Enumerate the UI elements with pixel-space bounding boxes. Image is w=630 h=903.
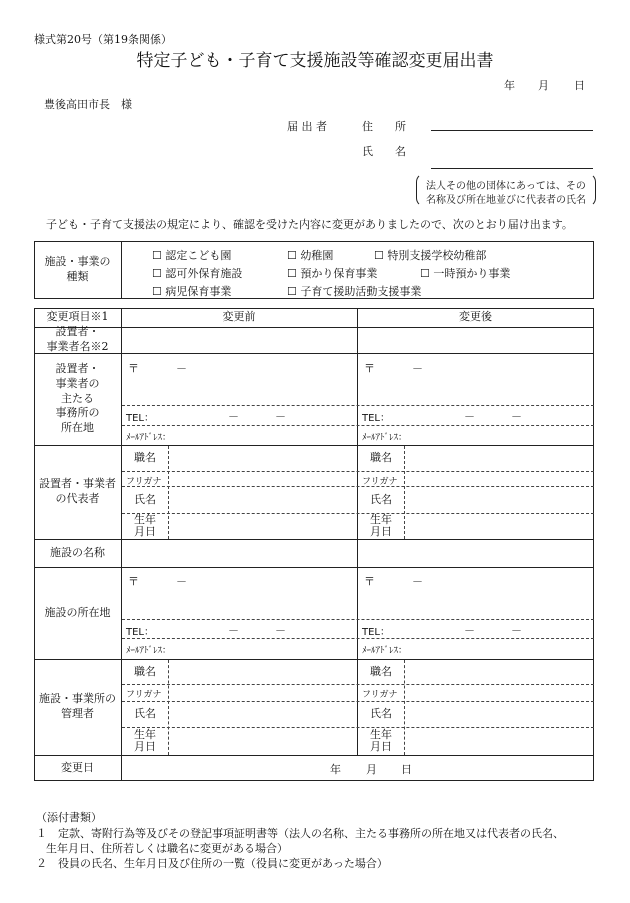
name-field[interactable] <box>431 168 593 169</box>
row-manager: 施設・事業所の 管理者 <box>39 692 116 720</box>
tel-label-1b: TEL： <box>126 413 154 424</box>
date-month: 月 <box>538 79 549 92</box>
checkbox-icon[interactable]: ☐ <box>420 267 430 280</box>
mgr-birth-before: 生年 月日 <box>134 727 156 753</box>
opt-label: 病児保育事業 <box>165 285 232 298</box>
page-title: 特定子ども・子育て支援施設等確認変更届出書 <box>136 51 494 71</box>
mgr-birth-after: 生年 月日 <box>370 727 392 753</box>
address-label: 住 所 <box>362 120 406 133</box>
postal-mark-2b: 〒 <box>128 575 139 588</box>
row-office-address: 設置者・ 事業者の 主たる 事務所の 所在地 <box>55 361 100 435</box>
facility-name-before-field[interactable] <box>122 540 356 566</box>
rep-furigana-after: フリガナ <box>362 477 398 487</box>
opt-ninkagai[interactable] <box>152 265 242 281</box>
opt-tokubetsu[interactable] <box>374 247 486 263</box>
mgr-title-before: 職名 <box>134 664 156 678</box>
opt-label: 一時預かり事業 <box>433 267 511 280</box>
row-facility-name: 施設の名称 <box>50 545 105 559</box>
attachment-1-num: １ <box>36 827 47 840</box>
opt-byouji[interactable] <box>152 283 231 299</box>
attachment-1-line2: 生年月日、住所若しくは職名に変更がある場合） <box>46 842 288 855</box>
facility-type-label: 施設・事業の 種類 <box>44 255 111 283</box>
header-before: 変更前 <box>222 310 256 324</box>
checkbox-icon[interactable]: ☐ <box>287 249 297 262</box>
date-year: 年 <box>504 79 515 92</box>
tel-dash2-1a: － <box>511 410 522 423</box>
header-after: 変更後 <box>459 310 492 324</box>
opt-youchien[interactable] <box>287 247 333 263</box>
intro-text: 子ども・子育て支援法の規定により、確認を受けた内容に変更がありましたので、次のとおり届け出ます。 <box>46 218 573 231</box>
facility-name-after-field[interactable] <box>358 540 593 566</box>
rep-furigana-before: フリガナ <box>126 477 162 487</box>
address-field[interactable] <box>431 130 593 131</box>
checkbox-icon[interactable]: ☐ <box>374 249 384 262</box>
postal-dash-2b: － <box>176 575 187 588</box>
mgr-name-before: 氏名 <box>134 707 156 721</box>
bracket-note-line1: 法人その他の団体にあっては、その <box>426 181 586 192</box>
tel-dash1-2b: － <box>228 624 239 637</box>
tel-label-1a: TEL： <box>362 413 390 424</box>
opt-azukari[interactable] <box>287 265 377 281</box>
checkbox-icon[interactable]: ☐ <box>152 285 162 298</box>
row-setter-name: 設置者・ 事業者名※2 <box>46 325 109 353</box>
postal-mark-1a: 〒 <box>364 362 375 375</box>
change-date-day: 日 <box>401 763 412 776</box>
bracket-note-line2: 名称及び所在地並びに代表者の氏名 <box>426 195 586 206</box>
mgr-title-after: 職名 <box>370 664 392 678</box>
tel-label-2b: TEL： <box>126 627 154 638</box>
tel-dash1-1a: － <box>464 410 475 423</box>
postal-mark-2a: 〒 <box>364 575 375 588</box>
mail-label-1a: ﾒｰﾙｱﾄﾞﾚｽ： <box>362 433 408 443</box>
checkbox-icon[interactable]: ☐ <box>152 267 162 280</box>
attachment-2-num: ２ <box>36 857 47 870</box>
date-day: 日 <box>574 79 585 92</box>
postal-dash-2a: － <box>412 575 423 588</box>
attachments-heading: （添付書類） <box>36 811 102 824</box>
attachment-1-line1: 定款、寄附行為等及びその登記事項証明書等（法人の名称、主たる事務所の所在地又は代表者の氏名、 <box>58 827 564 840</box>
form-id: 様式第20号（第19条関係） <box>34 33 172 46</box>
checkbox-icon[interactable]: ☐ <box>287 267 297 280</box>
tel-dash2-2b: － <box>275 624 286 637</box>
mgr-furigana-before: フリガナ <box>126 690 162 700</box>
opt-kosodate[interactable] <box>287 283 421 299</box>
tel-dash2-2a: － <box>511 624 522 637</box>
rep-birth-after: 生年 月日 <box>370 512 392 538</box>
rep-title-after: 職名 <box>370 451 392 465</box>
rep-name-after: 氏名 <box>370 492 392 506</box>
tel-label-2a: TEL： <box>362 627 390 638</box>
name-label: 氏 名 <box>362 145 406 158</box>
mail-label-2a: ﾒｰﾙｱﾄﾞﾚｽ： <box>362 646 408 656</box>
rep-name-before: 氏名 <box>134 492 156 506</box>
opt-label: 子育て援助活動支援事業 <box>300 285 422 298</box>
setter-name-after-field[interactable] <box>358 328 593 352</box>
opt-label: 預かり保育事業 <box>300 267 378 280</box>
opt-label: 幼稚園 <box>300 249 334 262</box>
mail-label-2b: ﾒｰﾙｱﾄﾞﾚｽ： <box>126 646 172 656</box>
attachment-2-line1: 役員の氏名、生年月日及び住所の一覧（役員に変更があった場合） <box>58 857 388 870</box>
checkbox-icon[interactable]: ☐ <box>152 249 162 262</box>
mail-label-1b: ﾒｰﾙｱﾄﾞﾚｽ： <box>126 433 172 443</box>
opt-label: 認定こども園 <box>165 249 232 262</box>
header-item: 変更項目※1 <box>46 310 109 324</box>
rep-birth-before: 生年 月日 <box>134 512 156 538</box>
postal-dash-1b: － <box>176 362 187 375</box>
change-date-month: 月 <box>366 763 377 776</box>
postal-mark-1b: 〒 <box>128 362 139 375</box>
mgr-furigana-after: フリガナ <box>362 690 398 700</box>
postal-dash-1a: － <box>412 362 423 375</box>
setter-name-before-field[interactable] <box>122 328 356 352</box>
applicant-label: 届 出 者 <box>287 120 327 133</box>
opt-label: 特別支援学校幼稚部 <box>387 249 487 262</box>
row-facility-address: 施設の所在地 <box>44 605 111 619</box>
tel-dash1-2a: － <box>464 624 475 637</box>
row-change-date: 変更日 <box>61 760 94 774</box>
opt-nintei[interactable] <box>152 247 231 263</box>
mgr-name-after: 氏名 <box>370 707 392 721</box>
opt-label: 認可外保育施設 <box>165 267 243 280</box>
checkbox-icon[interactable]: ☐ <box>287 285 297 298</box>
tel-dash1-1b: － <box>228 410 239 423</box>
opt-ichiji[interactable] <box>420 265 510 281</box>
addressee: 豊後高田市長 様 <box>44 98 132 111</box>
change-date-year: 年 <box>330 763 341 776</box>
row-representative: 設置者・事業者 の代表者 <box>39 477 116 505</box>
rep-title-before: 職名 <box>134 451 156 465</box>
tel-dash2-1b: － <box>275 410 286 423</box>
